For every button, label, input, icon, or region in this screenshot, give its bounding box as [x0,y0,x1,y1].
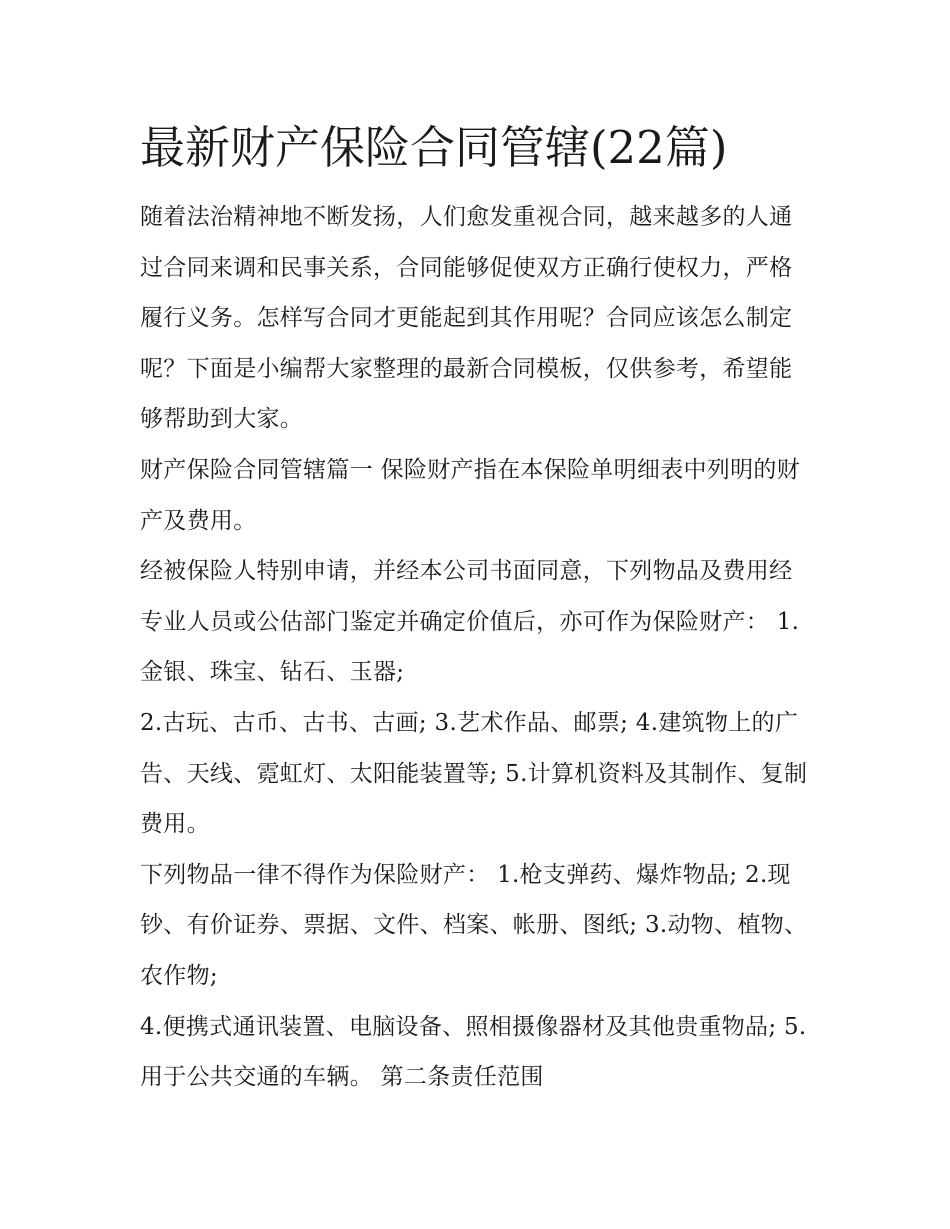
paragraph-special-items: 经被保险人特别申请，并经本公司书面同意，下列物品及费用经专业人员或公估部门鉴定并确定价值后，亦可作为保险财产： 1.金银、珠宝、钻石、玉器; [140,558,800,686]
document-body [140,118,815,1103]
paragraph-article-1: 财产保险合同管辖篇一 保险财产指在本保险单明细表中列明的财产及费用。 [140,456,801,534]
paragraph-excluded-items-continued: 4.便携式通讯装置、电脑设备、照相摄像器材及其他贵重物品; 5.用于公共交通的车辆。 第二条责任范围 [140,1013,807,1091]
document-title: 最新财产保险合同管辖(22篇) [140,121,728,174]
paragraph-special-items-continued: 2.古玩、古币、古书、古画; 3.艺术作品、邮票; 4.建筑物上的广告、天线、霓虹灯、太阳能装置等; 5.计算机资料及其制作、复制费用。 [140,709,808,838]
paragraph-intro: 随着法治精神地不断发扬，人们愈发重视合同，越来越多的人通过合同来调和民事关系，合同能够促使双方正确行使权力，严格履行义务。怎样写合同才更能起到其作用呢？合同应该怎么制定呢？下面是小编帮大家整理的最新合同模板，仅供参考，希望能够帮助到大家。 [140,204,793,433]
paragraph-excluded-items: 下列物品一律不得作为保险财产： 1.枪支弹药、爆炸物品; 2.现钞、有价证券、票据、文件、档案、帐册、图纸; 3.动物、植物、农作物; [140,861,808,989]
